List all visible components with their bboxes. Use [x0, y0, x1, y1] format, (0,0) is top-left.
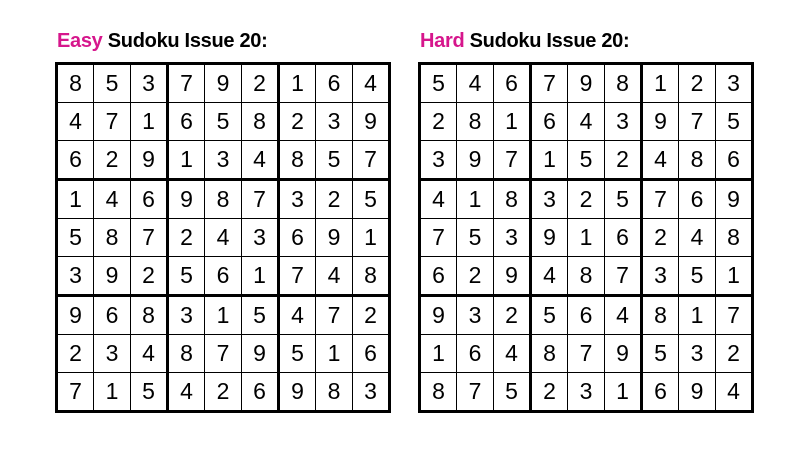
table-row	[57, 219, 390, 257]
cell[interactable]: 9	[168, 180, 205, 219]
cell[interactable]: 2	[605, 141, 642, 180]
cell[interactable]: 9	[494, 257, 531, 296]
cell[interactable]: 2	[131, 257, 168, 296]
cell[interactable]: 4	[605, 296, 642, 335]
cell[interactable]: 4	[131, 335, 168, 373]
cell[interactable]: 3	[605, 103, 642, 141]
cell[interactable]: 1	[716, 257, 753, 296]
puzzle-title-hard	[420, 30, 754, 53]
cell[interactable]: 1	[457, 180, 494, 219]
cell[interactable]: 8	[679, 141, 716, 180]
cell[interactable]: 3	[205, 141, 242, 180]
cell[interactable]: 4	[679, 219, 716, 257]
cell[interactable]: 9	[279, 373, 316, 412]
cell[interactable]: 3	[494, 219, 531, 257]
cell[interactable]: 6	[568, 296, 605, 335]
cell[interactable]: 2	[457, 257, 494, 296]
cell[interactable]: 4	[94, 180, 131, 219]
cell[interactable]: 2	[531, 373, 568, 412]
cell[interactable]: 7	[316, 296, 353, 335]
table-row	[57, 64, 390, 103]
table-row	[420, 257, 753, 296]
cell[interactable]: 7	[205, 335, 242, 373]
cell[interactable]: 9	[205, 64, 242, 103]
cell[interactable]: 5	[94, 64, 131, 103]
cell[interactable]: 2	[679, 64, 716, 103]
cell[interactable]: 8	[568, 257, 605, 296]
cell[interactable]: 7	[353, 141, 390, 180]
table-row	[57, 103, 390, 141]
cell[interactable]: 5	[57, 219, 94, 257]
cell[interactable]: 7	[131, 219, 168, 257]
cell[interactable]: 5	[716, 103, 753, 141]
table-row	[57, 296, 390, 335]
cell[interactable]: 7	[531, 64, 568, 103]
cell[interactable]: 2	[716, 335, 753, 373]
cell[interactable]: 7	[168, 64, 205, 103]
cell[interactable]: 5	[242, 296, 279, 335]
table-row	[57, 335, 390, 373]
cell[interactable]: 6	[716, 141, 753, 180]
cell[interactable]: 3	[353, 373, 390, 412]
cell[interactable]: 3	[642, 257, 679, 296]
cell[interactable]: 5	[457, 219, 494, 257]
cell[interactable]: 2	[94, 141, 131, 180]
cell[interactable]: 8	[457, 103, 494, 141]
cell[interactable]: 2	[353, 296, 390, 335]
table-row	[420, 335, 753, 373]
cell[interactable]: 6	[94, 296, 131, 335]
cell[interactable]: 8	[131, 296, 168, 335]
cell[interactable]: 1	[57, 180, 94, 219]
cell[interactable]: 5	[494, 373, 531, 412]
cell[interactable]: 4	[205, 219, 242, 257]
cell[interactable]: 2	[316, 180, 353, 219]
cell[interactable]: 4	[716, 373, 753, 412]
cell[interactable]: 4	[494, 335, 531, 373]
cell[interactable]: 7	[94, 103, 131, 141]
table-row	[420, 219, 753, 257]
cell[interactable]: 4	[168, 373, 205, 412]
cell[interactable]: 5	[279, 335, 316, 373]
cell[interactable]: 3	[568, 373, 605, 412]
cell[interactable]: 5	[568, 141, 605, 180]
table-row	[57, 373, 390, 412]
cell[interactable]: 7	[242, 180, 279, 219]
cell[interactable]: 6	[316, 64, 353, 103]
table-row	[420, 296, 753, 335]
table-row	[420, 64, 753, 103]
cell[interactable]: 6	[57, 141, 94, 180]
cell[interactable]: 1	[642, 64, 679, 103]
cell[interactable]: 2	[279, 103, 316, 141]
cell[interactable]: 7	[279, 257, 316, 296]
puzzle-title-rest-easy: Sudoku Issue 20:	[102, 30, 268, 52]
puzzle-difficulty-label-hard: Hard	[420, 30, 465, 52]
cell[interactable]: 5	[531, 296, 568, 335]
cell[interactable]: 7	[605, 257, 642, 296]
cell[interactable]: 9	[568, 64, 605, 103]
cell[interactable]: 6	[205, 257, 242, 296]
cell[interactable]: 8	[642, 296, 679, 335]
cell[interactable]: 9	[316, 219, 353, 257]
cell[interactable]: 5	[131, 373, 168, 412]
cell[interactable]: 3	[279, 180, 316, 219]
cell[interactable]: 6	[531, 103, 568, 141]
cell[interactable]: 1	[531, 141, 568, 180]
cell[interactable]: 3	[679, 335, 716, 373]
puzzle-title-rest-hard: Sudoku Issue 20:	[464, 30, 630, 52]
cell[interactable]: 2	[420, 103, 457, 141]
cell[interactable]: 5	[642, 335, 679, 373]
cell[interactable]: 1	[679, 296, 716, 335]
table-row	[420, 103, 753, 141]
cell[interactable]: 4	[457, 64, 494, 103]
cell[interactable]: 3	[420, 141, 457, 180]
cell[interactable]: 2	[642, 219, 679, 257]
cell[interactable]: 3	[94, 335, 131, 373]
cell[interactable]: 2	[168, 219, 205, 257]
cell[interactable]: 4	[420, 180, 457, 219]
cell[interactable]: 3	[242, 219, 279, 257]
cell[interactable]: 2	[568, 180, 605, 219]
cell[interactable]: 8	[316, 373, 353, 412]
cell[interactable]: 9	[457, 141, 494, 180]
cell[interactable]: 3	[316, 103, 353, 141]
cell[interactable]: 8	[605, 64, 642, 103]
cell[interactable]: 7	[679, 103, 716, 141]
cell[interactable]: 6	[420, 257, 457, 296]
cell[interactable]: 7	[716, 296, 753, 335]
cell[interactable]: 6	[605, 219, 642, 257]
cell[interactable]: 7	[568, 335, 605, 373]
cell[interactable]: 9	[420, 296, 457, 335]
cell[interactable]: 6	[168, 103, 205, 141]
cell[interactable]: 9	[716, 180, 753, 219]
sudoku-grid-hard[interactable]	[418, 62, 754, 413]
cell[interactable]: 8	[279, 141, 316, 180]
cell[interactable]: 1	[353, 219, 390, 257]
cell[interactable]: 4	[316, 257, 353, 296]
cell[interactable]: 8	[168, 335, 205, 373]
cell[interactable]: 2	[242, 64, 279, 103]
table-row	[420, 141, 753, 180]
cell[interactable]: 9	[353, 103, 390, 141]
puzzle-difficulty-label-easy: Easy	[57, 30, 103, 52]
cell[interactable]: 1	[494, 103, 531, 141]
cell[interactable]: 3	[131, 64, 168, 103]
cell[interactable]: 2	[57, 335, 94, 373]
table-row	[57, 141, 390, 180]
cell[interactable]: 7	[420, 219, 457, 257]
cell[interactable]: 8	[716, 219, 753, 257]
cell[interactable]: 6	[642, 373, 679, 412]
cell[interactable]: 5	[353, 180, 390, 219]
cell[interactable]: 9	[679, 373, 716, 412]
cell[interactable]: 8	[57, 64, 94, 103]
cell[interactable]: 9	[131, 141, 168, 180]
cell[interactable]: 5	[605, 180, 642, 219]
cell[interactable]: 5	[316, 141, 353, 180]
cell[interactable]: 3	[168, 296, 205, 335]
cell[interactable]: 5	[679, 257, 716, 296]
cell[interactable]: 6	[353, 335, 390, 373]
cell[interactable]: 9	[605, 335, 642, 373]
cell[interactable]: 1	[420, 335, 457, 373]
cell[interactable]: 5	[205, 103, 242, 141]
cell[interactable]: 9	[642, 103, 679, 141]
cell[interactable]: 3	[457, 296, 494, 335]
puzzle-panel-easy	[55, 30, 391, 413]
cell[interactable]: 9	[242, 335, 279, 373]
cell[interactable]: 8	[205, 180, 242, 219]
cell[interactable]: 6	[242, 373, 279, 412]
cell[interactable]: 7	[457, 373, 494, 412]
table-row	[57, 180, 390, 219]
cell[interactable]: 6	[679, 180, 716, 219]
cell[interactable]: 3	[57, 257, 94, 296]
cell[interactable]: 1	[94, 373, 131, 412]
table-row	[57, 257, 390, 296]
cell[interactable]: 4	[642, 141, 679, 180]
cell[interactable]: 5	[168, 257, 205, 296]
cell[interactable]: 1	[131, 103, 168, 141]
cell[interactable]: 4	[568, 103, 605, 141]
cell[interactable]: 2	[205, 373, 242, 412]
cell[interactable]: 1	[316, 335, 353, 373]
cell[interactable]: 1	[242, 257, 279, 296]
cell[interactable]: 7	[494, 141, 531, 180]
cell[interactable]: 4	[242, 141, 279, 180]
cell[interactable]: 1	[168, 141, 205, 180]
cell[interactable]: 6	[279, 219, 316, 257]
cell[interactable]: 2	[494, 296, 531, 335]
cell[interactable]: 1	[279, 64, 316, 103]
cell[interactable]: 8	[420, 373, 457, 412]
cell[interactable]: 8	[353, 257, 390, 296]
cell[interactable]: 3	[716, 64, 753, 103]
cell[interactable]: 1	[605, 373, 642, 412]
cell[interactable]: 4	[353, 64, 390, 103]
puzzle-title-easy	[57, 30, 391, 53]
puzzle-panel-hard	[418, 30, 754, 413]
table-row	[420, 373, 753, 412]
cell[interactable]: 4	[531, 257, 568, 296]
sudoku-grid-easy[interactable]	[55, 62, 391, 413]
cell[interactable]: 4	[279, 296, 316, 335]
cell[interactable]: 8	[242, 103, 279, 141]
cell[interactable]: 9	[531, 219, 568, 257]
cell[interactable]: 9	[94, 257, 131, 296]
cell[interactable]: 5	[420, 64, 457, 103]
cell[interactable]: 8	[531, 335, 568, 373]
cell[interactable]: 7	[57, 373, 94, 412]
cell[interactable]: 3	[531, 180, 568, 219]
cell[interactable]: 1	[205, 296, 242, 335]
cell[interactable]: 6	[457, 335, 494, 373]
cell[interactable]: 4	[57, 103, 94, 141]
cell[interactable]: 7	[642, 180, 679, 219]
cell[interactable]: 6	[131, 180, 168, 219]
cell[interactable]: 8	[94, 219, 131, 257]
cell[interactable]: 1	[568, 219, 605, 257]
table-row	[420, 180, 753, 219]
cell[interactable]: 9	[57, 296, 94, 335]
cell[interactable]: 6	[494, 64, 531, 103]
cell[interactable]: 8	[494, 180, 531, 219]
